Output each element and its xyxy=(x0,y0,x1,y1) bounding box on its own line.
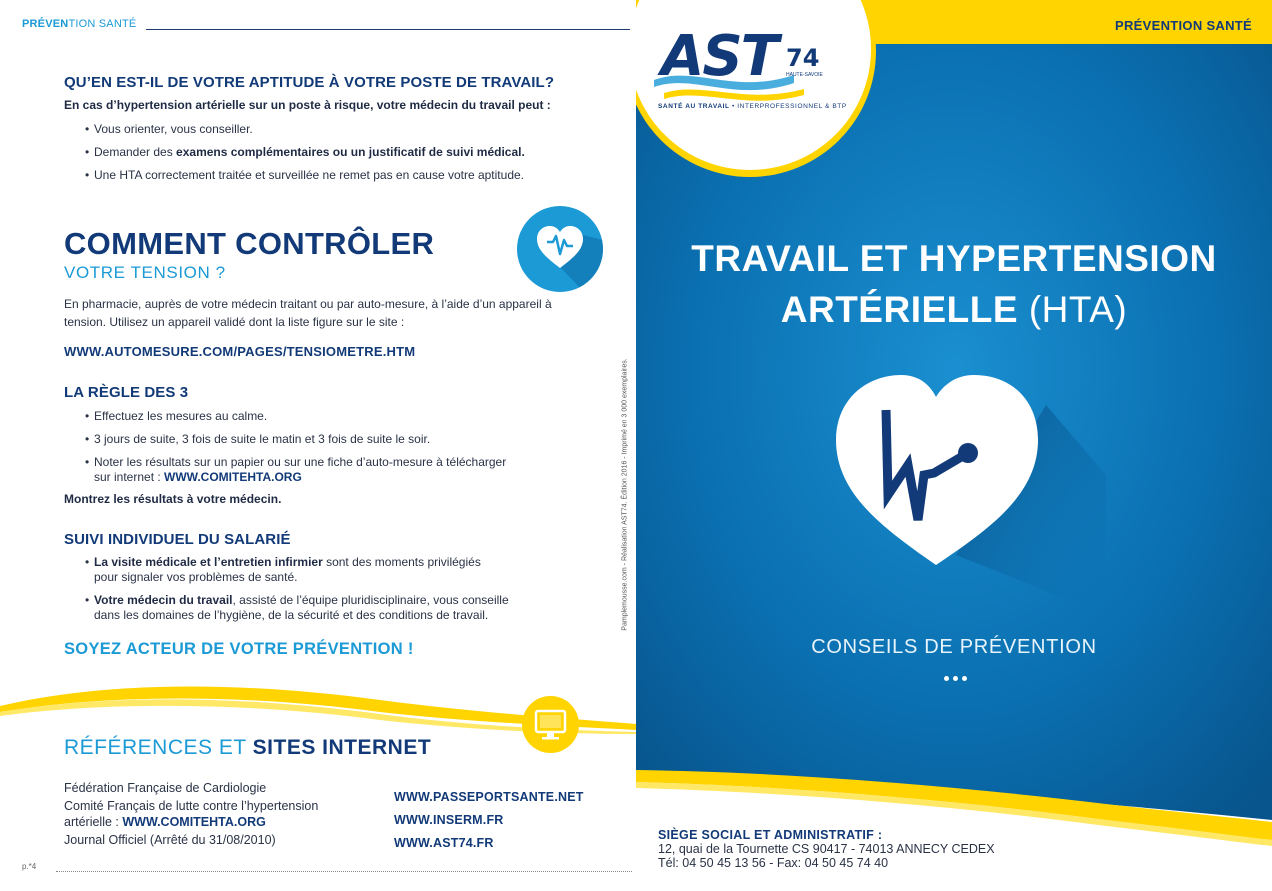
logo-ast-text: AST xyxy=(661,24,777,89)
reference-item: artérielle : WWW.COMITEHTA.ORG xyxy=(64,815,266,829)
header-rule xyxy=(146,29,630,30)
reference-item: Fédération Française de Cardiologie xyxy=(64,781,267,795)
header-prevention-sante: PRÉVENTION SANTÉ xyxy=(22,18,137,30)
list-item: • Noter les résultats sur un papier ou sur une fiche d’auto-mesure à télécharger sur internet : WWW.COMITEHTA.ORG xyxy=(85,455,585,485)
list-item: • Une HTA correctement traitée et surveillée ne remet pas en cause votre aptitude. xyxy=(85,168,585,183)
prevention-call-to-action: SOYEZ ACTEUR DE VOTRE PRÉVENTION ! xyxy=(64,640,414,658)
cover-title-line2: ARTÉRIELLE (HTA) xyxy=(780,289,1128,330)
header-prevention-sante-right: PRÉVENTION SANTÉ xyxy=(1115,18,1252,33)
reference-item: Comité Français de lutte contre l’hypertension xyxy=(64,799,319,813)
aptitude-list xyxy=(85,122,585,183)
conseils-prevention: CONSEILS DE PRÉVENTION xyxy=(811,636,1097,658)
suivi-title: SUIVI INDIVIDUEL DU SALARIÉ xyxy=(64,531,291,548)
comitehta-link[interactable]: WWW.COMITEHTA.ORG xyxy=(164,470,302,484)
ast74-link[interactable]: WWW.AST74.FR xyxy=(394,836,494,850)
regle-title: LA RÈGLE DES 3 xyxy=(64,384,189,401)
logo-74-text: 74 xyxy=(786,44,820,72)
head-office-address: SIÈGE SOCIAL ET ADMINISTRATIF : 12, quai de la Tournette CS 90417 - 74013 ANNECY CEDEX Tél: 04 50 45 13 56 - Fax: 04 50 45 74 40 xyxy=(658,828,995,870)
inserm-link[interactable]: WWW.INSERM.FR xyxy=(394,813,504,827)
heart-pulse-icon xyxy=(517,206,603,292)
aptitude-title: QU’EN EST-IL DE VOTRE APTITUDE À VOTRE POSTE DE TRAVAIL? xyxy=(64,74,555,91)
print-credit: Pamplemousse.com - Réalisation AST74. Édition 2016 - Imprimé en 3 000 exemplaires. xyxy=(621,358,629,631)
aptitude-intro: En cas d’hypertension artérielle sur un poste à risque, votre médecin du travail peut : xyxy=(64,98,551,112)
heart-pulse-icon xyxy=(816,355,1106,615)
logo-tagline: SANTÉ AU TRAVAIL • INTERPROFESSIONNEL & BTP xyxy=(658,103,847,110)
references-list xyxy=(64,780,364,850)
computer-monitor-icon xyxy=(522,696,579,753)
list-item: • 3 jours de suite, 3 fois de suite le matin et 3 fois de suite le soir. xyxy=(85,432,585,447)
regle-list xyxy=(85,409,585,485)
page-number: p.*4 xyxy=(22,862,37,871)
reference-item: Journal Officiel (Arrêté du 31/08/2010) xyxy=(64,833,276,847)
list-item: • Effectuez les mesures au calme. xyxy=(85,409,585,424)
suivi-list xyxy=(85,555,585,623)
controle-title: COMMENT CONTRÔLER xyxy=(64,226,435,261)
footer-rule xyxy=(56,871,632,872)
references-title: RÉFÉRENCES ET SITES INTERNET xyxy=(64,736,432,759)
passeportsante-link[interactable]: WWW.PASSEPORTSANTE.NET xyxy=(394,790,584,804)
right-page xyxy=(636,0,1272,891)
list-item: • Votre médecin du travail, assisté de l’équipe pluridisciplinaire, vous conseille dans les domaines de l’hygiène, de la sécurité et des conditions de travail. xyxy=(85,593,585,623)
list-item: • Demander des examens complémentaires ou un justificatif de suivi médical. xyxy=(85,145,585,160)
reference-links xyxy=(394,786,584,855)
list-item: • La visite médicale et l’entretien infirmier sont des moments privilégiés pour signaler vos problèmes de santé. xyxy=(85,555,585,585)
comitehta-ref-link[interactable]: WWW.COMITEHTA.ORG xyxy=(122,815,266,829)
controle-subtitle: VOTRE TENSION ? xyxy=(64,263,226,282)
cover-title-line1: TRAVAIL ET HYPERTENSION xyxy=(691,238,1217,279)
ellipsis-dots xyxy=(942,668,969,686)
controle-paragraph: En pharmacie, auprès de votre médecin traitant ou par auto-mesure, à l’aide d’un appareil à tension. Utilisez un appareil validé dont la liste figure sur le site : xyxy=(64,297,552,329)
logo-region: HAUTE-SAVOIE xyxy=(786,72,823,78)
regle-conclusion: Montrez les résultats à votre médecin. xyxy=(64,492,282,506)
automesure-link[interactable]: WWW.AUTOMESURE.COM/PAGES/TENSIOMETRE.HTM xyxy=(64,344,416,359)
list-item: • Vous orienter, vous conseiller. xyxy=(85,122,585,137)
